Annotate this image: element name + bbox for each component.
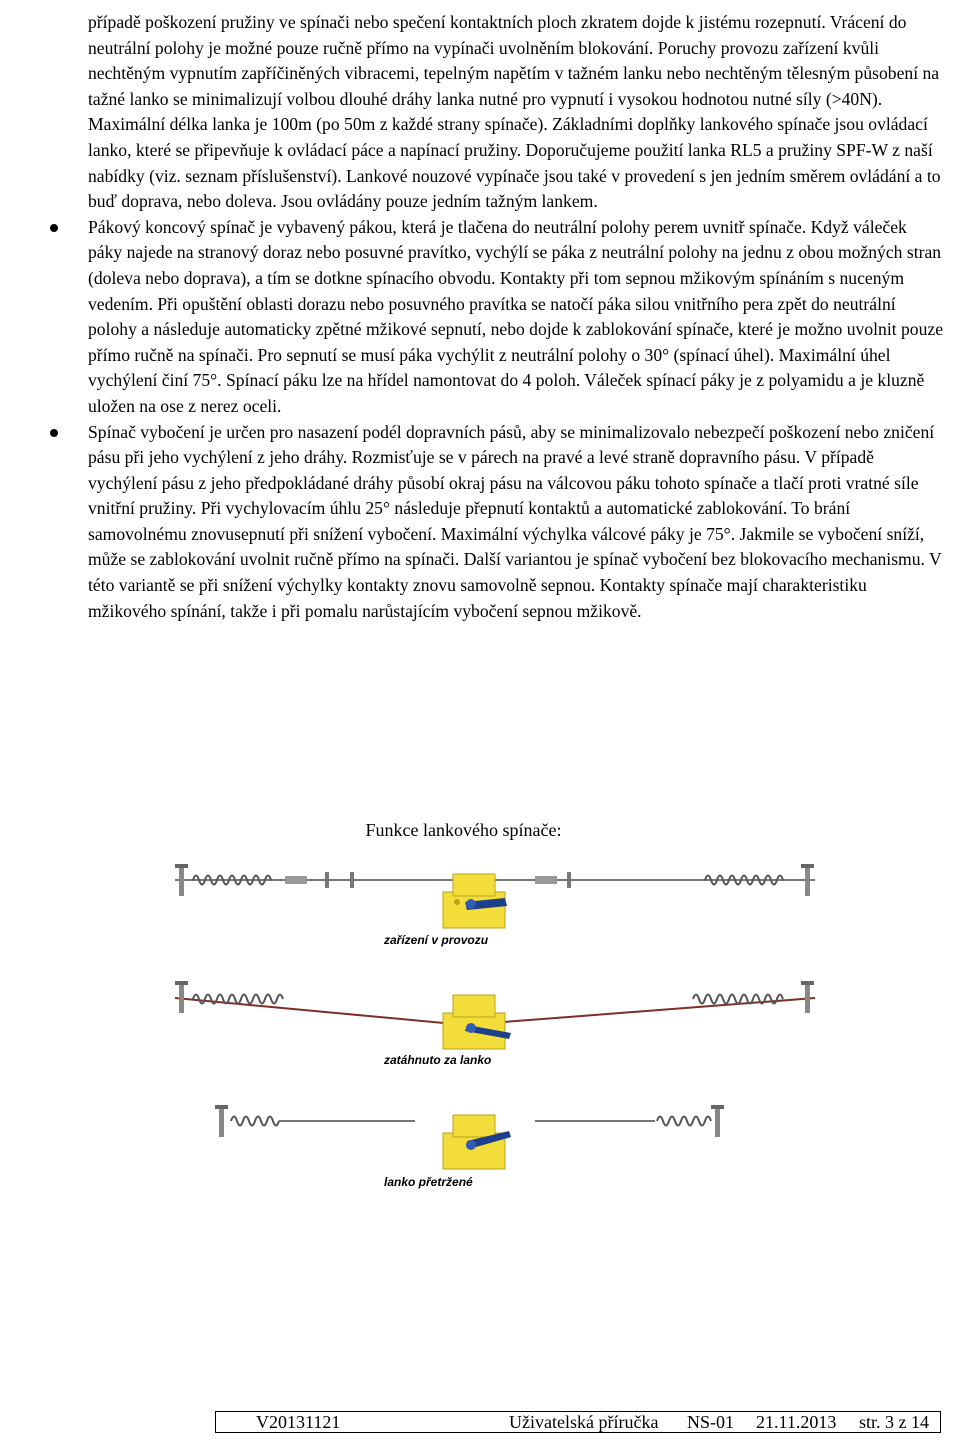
bullet-icon [50, 429, 58, 437]
spring-left [231, 1117, 279, 1126]
diagram-broken [175, 1093, 815, 1183]
diagram-pulled [175, 973, 815, 1063]
paragraph-lever-switch [88, 215, 943, 420]
diagram-operation [175, 852, 815, 942]
caption-pulled: zatáhnuto za lanko [384, 1053, 492, 1067]
footer-document-title: Uživatelská příručka [509, 1412, 659, 1432]
footer-document-code: NS-01 [687, 1412, 735, 1432]
anchor-post-left [175, 981, 188, 1013]
footer-page-number: str. 3 z 14 [859, 1412, 929, 1432]
anchor-post-left [215, 1105, 228, 1137]
paragraph-belt-alignment-text: Spínač vybočení je určen pro nasazení podél dopravních pásů, aby se minimalizovalo nebezpečí poškození nebo zničení pásu při jeho vychýlení z jeho dráhy. Rozmisťuje se v párech na pravé a levé straně dopravního pásu. V případě vychýlení pásu z jeho předpokládané dráhy působí okraj pásu na válcovou páku tohoto spínače a tlačí proti vratné síle vnitřní pružiny. Při vychylovacím úhlu 25° následuje přepnutí kontaktů a automatické zablokování. To brání samovolnému znovusepnutí při snížení vybočení. Maximální výchylka válcové páky je 75°. Jakmile se vybočení sníží, může se zablokování uvolnit ručně přímo na spínači. Další variantou je spínač vybočení bez blokovacího mechanismu. V této variantě se při snížení výchylky kontakty znovu samovolně sepnou. Kontakty spínače mají charakteristiku mžikového spínání, takže i při pomalu narůstajícím vybočení sepnou mžikově. [88, 421, 942, 621]
anchor-post-right [711, 1105, 724, 1137]
caption-operation: zařízení v provozu [384, 933, 489, 947]
page-footer [215, 1411, 941, 1433]
spring-left [193, 995, 283, 1004]
spring-right [657, 1117, 711, 1126]
body-text [88, 10, 943, 624]
bullet-icon [50, 224, 58, 232]
paragraph-intro: případě poškození pružiny ve spínači nebo spečení kontaktních ploch zkratem dojde k jistému rozepnutí. Vrácení do neutrální polohy je možné pouze ručně přímo na vypínači uvolněním blokování. Poruchy provozu zařízení kvůli nechtěným vypnutím zapříčiněných vibracemi, tepelným napětím v tažném lanku nebo nechtěným tělesným působení na tažné lanko se minimalizují volbou dlouhé dráhy lanka nutné pro vypnutí i vysokou hodnotou nutné síly (>40N). Maximální délka lanka je 100m (po 50m z každé strany spínače). Základními doplňky lankového spínače jsou ovládací lanko, které se připevňuje k ovládací páce a napínací pružiny. Doporučujeme použití lanka RL5 a pružiny SPF-W z naší nabídky (viz. seznam příslušenství). Lankové nouzové vypínače jsou také v provedení s jen jedním směrem ovládání a to buď doprava, nebo doleva. Jsou ovládány pouze jedním tažným lankem. [88, 12, 941, 212]
figure-title: Funkce lankového spínače: [365, 820, 562, 840]
switch-body [443, 995, 505, 1049]
paragraph-lever-switch-text: Pákový koncový spínač je vybavený pákou, která je tlačena do neutrální polohy perem uvnitř spínače. Když váleček páky najede na stranový doraz nebo posuvné pravítko, vychýlí se páka z neutrální polohy na jednu z obou možných stran (doleva nebo doprava), a tím se dotkne spínacího obvodu. Kontakty při tom sepnou mžikovým spínáním s nuceným vedením. Při opuštění oblasti dorazu nebo posuvného pravítka se natočí páka silou vnitřního pera zpět do neutrální polohy a následuje automaticky zpětné mžikové sepnutí, nebo dojde k zablokování spínače, které je možno uvolnit pouze přímo ručně na spínači. Pro sepnutí se musí páka vychýlit z neutrální polohy o 30° (spínací úhel). Maximální úhel vychýlení činí 75°. Spínací páku lze na hřídel namontovat do 4 poloh. Váleček spínací páky je z polyamidu a je kluzně uložen na ose z nerez oceli. [88, 216, 943, 416]
paragraph-belt-alignment-switch [88, 420, 943, 625]
footer-date: 21.11.2013 [756, 1412, 837, 1432]
caption-broken: lanko přetržené [384, 1175, 473, 1189]
anchor-post-right [801, 981, 814, 1013]
footer-version: V20131121 [256, 1412, 341, 1432]
